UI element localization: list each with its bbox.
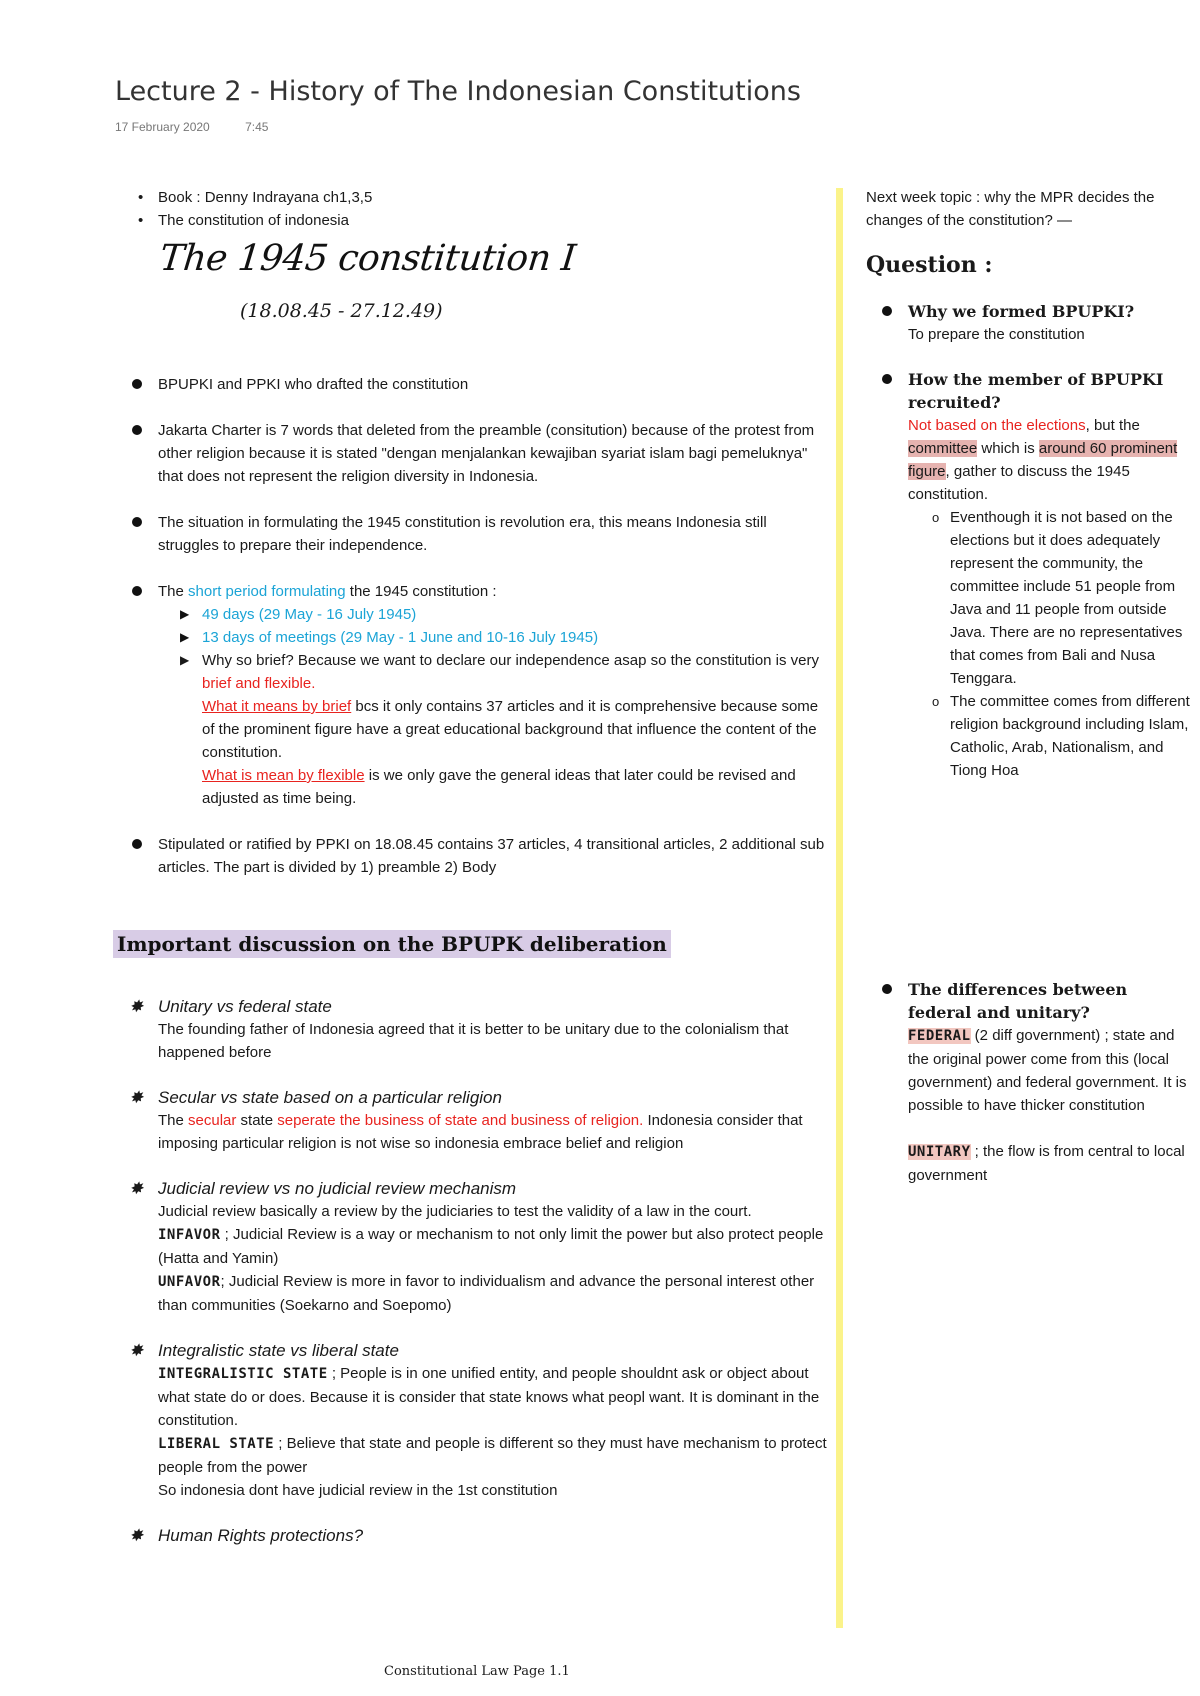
- discussion-3-title: Judicial review vs no judicial review mechanism: [158, 1179, 517, 1198]
- discussion-1-text: The founding father of Indonesia agreed that it is better to be unitary due to the colonialism that happened before: [158, 1021, 789, 1061]
- star-bullet-icon: ✸: [129, 1179, 144, 1198]
- bullet-icon: [882, 306, 892, 316]
- question-3: [908, 978, 1193, 1187]
- star-bullet-icon: ✸: [129, 1526, 144, 1545]
- intro-list: [158, 186, 758, 232]
- unitary-answer: [908, 1140, 1193, 1187]
- point-1-text: BPUPKI and PPKI who drafted the constitution: [158, 376, 469, 393]
- discussion-3-text: Judicial review basically a review by the judiciaries to test the validity of a law in the court.: [158, 1203, 752, 1220]
- constitution-heading: The 1945 constitution I: [157, 238, 578, 279]
- discussion-2-title: Secular vs state based on a particular religion: [158, 1088, 502, 1107]
- sub-3-b: brief and flexible.: [202, 675, 316, 692]
- unitary-text: ; the flow is from central to local government: [908, 1143, 1185, 1184]
- discussion-2: [129, 1086, 828, 1155]
- unitary-label: UNITARY: [908, 1144, 971, 1160]
- infavor-label: INFAVOR: [158, 1227, 221, 1243]
- bullet-icon: [882, 374, 892, 384]
- answer-2: [908, 414, 1193, 506]
- integralistic-label: INTEGRALISTIC STATE: [158, 1366, 328, 1382]
- bullet-icon: [882, 984, 892, 994]
- unfavor-label: UNFAVOR: [158, 1274, 221, 1290]
- point-5-text: Stipulated or ratified by PPKI on 18.08.45 contains 37 articles, 4 transitional articles, 2 additional sub articles. The part is divided by 1) preamble 2) Body: [158, 836, 825, 876]
- federal-answer: [908, 1024, 1193, 1117]
- discussion-1-title: Unitary vs federal state: [158, 997, 332, 1016]
- question-2: [908, 368, 1193, 782]
- yellow-divider: [836, 188, 843, 1628]
- circle-bullet-icon: o: [932, 510, 940, 525]
- bullet-icon: [132, 517, 142, 527]
- discussion-1: [129, 995, 828, 1064]
- sub-1: [180, 603, 828, 626]
- point-1: [158, 373, 828, 396]
- discussion-5: [129, 1524, 828, 1547]
- question-list: [908, 300, 1193, 782]
- a2-not-based: Not based on the elections: [908, 417, 1086, 434]
- discussion-3-unfavor: [158, 1270, 828, 1317]
- circle-bullet-icon: o: [932, 694, 940, 709]
- question-heading: Question :: [866, 252, 993, 278]
- integralistic-text: ; People is in one unified entity, and people shouldnt ask or object about what state do or does. Because it is consider that state knows what peopl want. It is dominant in the constitution.: [158, 1365, 820, 1429]
- date-text: 17 February 2020: [115, 120, 210, 134]
- intro-book: [158, 186, 758, 209]
- sub-3-f: is we only gave the general ideas that later could be revised and adjusted as time being.: [202, 767, 796, 807]
- federal-text: (2 diff government) ; state and the original power come from this (local government) and federal government. It is possible to have thicker constitution: [908, 1027, 1187, 1114]
- d2-secular: secular: [188, 1112, 237, 1129]
- bullet-icon: [132, 379, 142, 389]
- intro-book-text: Book : Denny Indrayana ch1,3,5: [158, 189, 373, 206]
- question-3-title: The differences between federal and unitary?: [908, 980, 1128, 1022]
- answer-2-sub-1: [932, 506, 1193, 690]
- answer-2-sub-1-text: Eventhough it is not based on the elections but it does adequately represent the community, the committee include 51 people from Java and 11 people from outside Java. There are no representatives that comes from Bali and Nusa Tenggara.: [950, 509, 1183, 687]
- discussion-2-text: [158, 1109, 828, 1155]
- page-footer: Constitutional Law Page 1.1: [384, 1664, 570, 1679]
- bullet-icon: [132, 425, 142, 435]
- liberal-text: ; Believe that state and people is different so they must have mechanism to protect people from the power: [158, 1435, 827, 1476]
- discussion-list: [129, 995, 828, 1547]
- question-2-title: How the member of BPUPKI recruited?: [908, 370, 1164, 412]
- point-3: [158, 511, 828, 557]
- constitution-dates: (18.08.45 - 27.12.49): [240, 300, 443, 322]
- point-4-a: The: [158, 583, 189, 600]
- a2-committee: committee: [908, 440, 978, 457]
- page-title: Lecture 2 - History of The Indonesian Constitutions: [115, 76, 801, 107]
- bullet-icon: [132, 839, 142, 849]
- d2-a: The: [158, 1112, 189, 1129]
- discussion-4-integ: [158, 1362, 828, 1432]
- discussion-4-end: So indonesia dont have judicial review in the 1st constitution: [158, 1482, 558, 1499]
- star-bullet-icon: ✸: [129, 1341, 144, 1360]
- sub-3-d: bcs it only contains 37 articles and it is comprehensive because some of the prominent figure have a great educational background that influence the content of the constitution.: [202, 698, 819, 761]
- point-4: [158, 580, 828, 603]
- point-2: [158, 419, 828, 488]
- time-text: 7:45: [245, 120, 269, 134]
- d2-seperate: seperate the business of state and business of religion.: [277, 1112, 644, 1129]
- discussion-4-liberal: [158, 1432, 828, 1479]
- a2-d: which is: [977, 440, 1039, 457]
- page-date: [115, 120, 300, 134]
- point-4-c: the 1945 constitution :: [345, 583, 497, 600]
- point-2-text: Jakarta Charter is 7 words that deleted from the preamble (consitution) because of the protest from other religion because it is stated "dengan menjalankan kewajiban syariat islam bagi pemeluknya" that does not represent the religion diversity in Indonesia.: [158, 422, 815, 485]
- d2-c: state: [236, 1112, 278, 1129]
- discussion-4-title: Integralistic state vs liberal state: [158, 1341, 399, 1360]
- unfavor-text: ; Judicial Review is more in favor to individualism and advance the personal interest other than communities (Soekarno and Soepomo): [158, 1273, 815, 1314]
- star-bullet-icon: ✸: [129, 997, 144, 1016]
- point-5: [158, 833, 828, 879]
- main-points: [158, 373, 828, 879]
- answer-2-sub-2: [932, 690, 1193, 782]
- bullet-icon: [132, 586, 142, 596]
- d2-e: Indonesia consider that imposing particular religion is not wise so indonesia embrace belief and religion: [158, 1112, 803, 1152]
- a2-around: around 60 prominent figure: [908, 440, 1178, 480]
- star-bullet-icon: ✸: [129, 1088, 144, 1107]
- question-1-title: Why we formed BPUPKI?: [908, 302, 1135, 321]
- sub-3-a: Why so brief? Because we want to declare our independence asap so the constitution is very: [202, 652, 820, 669]
- a2-b: , but the: [1085, 417, 1140, 434]
- next-week-note: Next week topic : why the MPR decides the changes of the constitution? —: [866, 189, 1155, 229]
- sub-2-text: 13 days of meetings (29 May - 1 June and 10-16 July 1945): [202, 629, 599, 646]
- discussion-3: [129, 1177, 828, 1317]
- intro-constitution: [158, 209, 758, 232]
- triangle-icon: ▶: [180, 630, 190, 644]
- sub-list: [180, 603, 828, 810]
- discussion-3-infavor: [158, 1223, 828, 1270]
- sub-1-text: 49 days (29 May - 16 July 1945): [202, 606, 417, 623]
- sub-3-e: What is mean by flexible: [202, 767, 365, 784]
- point-4-highlight: short period formulating: [188, 583, 346, 600]
- liberal-label: LIBERAL STATE: [158, 1436, 275, 1452]
- discussion-4: [129, 1339, 828, 1502]
- federal-label: FEDERAL: [908, 1028, 971, 1044]
- a2-f: , gather to discuss the 1945 constitution.: [908, 463, 1130, 503]
- question-1: [908, 300, 1193, 346]
- sub-3: [180, 649, 828, 810]
- sub-2: [180, 626, 828, 649]
- section-heading: Important discussion on the BPUPK deliberation: [113, 930, 671, 958]
- answer-1: To prepare the constitution: [908, 326, 1085, 343]
- answer-2-sub-2-text: The committee comes from different religion background including Islam, Catholic, Arab, Nationalism, and Tiong Hoa: [950, 693, 1190, 779]
- point-3-text: The situation in formulating the 1945 constitution is revolution era, this means Indonesia still struggles to prepare their independence.: [158, 514, 767, 554]
- triangle-icon: ▶: [180, 607, 190, 621]
- triangle-icon: ▶: [180, 653, 190, 667]
- sub-3-c: What it means by brief: [202, 698, 352, 715]
- discussion-5-title: Human Rights protections?: [158, 1526, 364, 1545]
- infavor-text: ; Judicial Review is a way or mechanism to not only limit the power but also protect people (Hatta and Yamin): [158, 1226, 824, 1267]
- intro-constitution-text: The constitution of indonesia: [158, 212, 349, 229]
